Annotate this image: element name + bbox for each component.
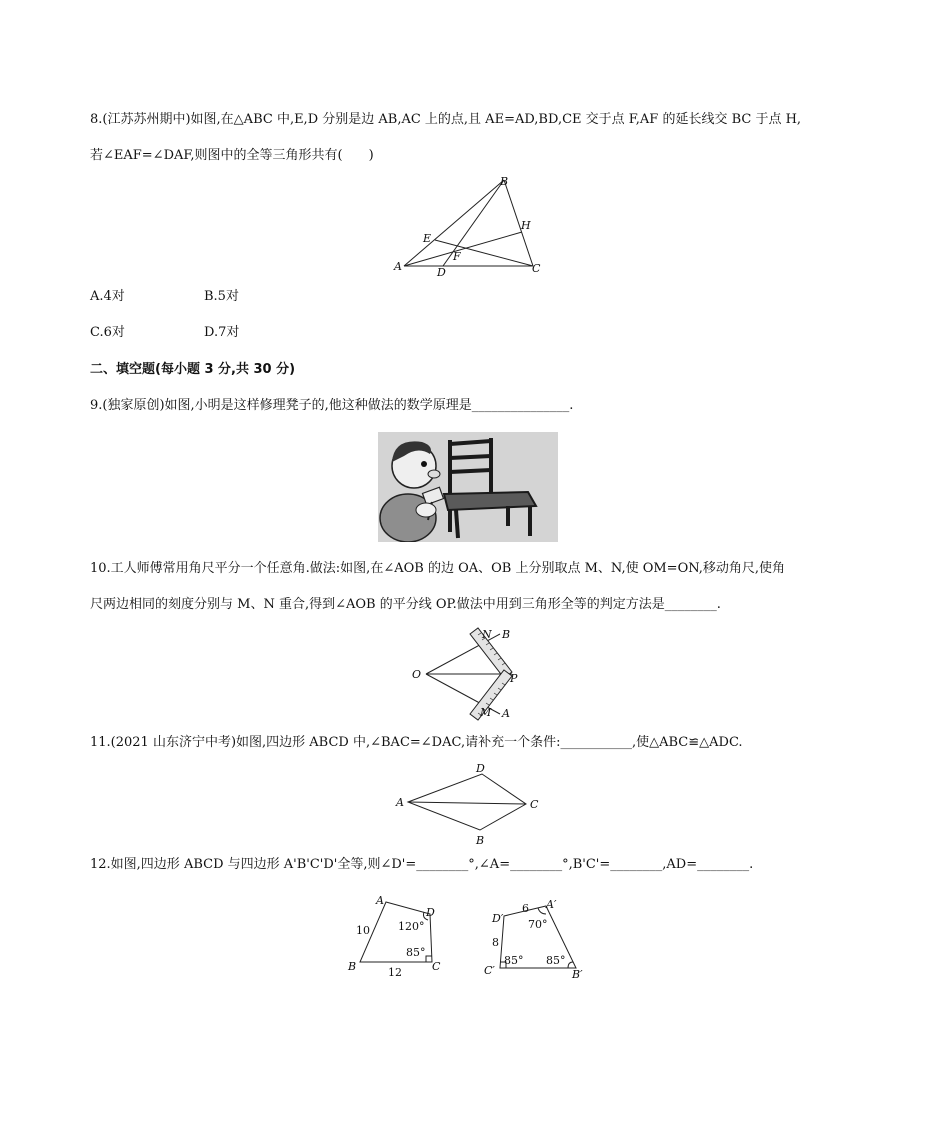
q12-left-label-c: C	[432, 960, 441, 973]
q10-label-n: N	[482, 628, 492, 641]
q10-line1: 10.工人师傅常用角尺平分一个任意角.做法:如图,在∠AOB 的边 OA、OB 上分别取点 M、N,使 OM=ON,移动角尺,使角	[90, 561, 786, 576]
q8-option-b: B.5对	[204, 289, 239, 304]
q8-label-a: A	[394, 260, 402, 273]
q11-label-a: A	[396, 796, 404, 809]
q8-option-c: C.6对	[90, 325, 125, 340]
q12-right-angle-a: 70°	[528, 918, 548, 931]
q8-triangle-figure	[390, 172, 550, 280]
q8-label-c: C	[532, 262, 541, 275]
q12-right-angle-b: 85°	[546, 954, 566, 967]
q12-left-angle-d: 120°	[398, 920, 425, 933]
q12-left-side-bc: 12	[388, 966, 402, 979]
q10-label-a: A	[502, 707, 510, 720]
q11-quadrilateral-figure	[390, 760, 550, 848]
q8-label-e: E	[423, 232, 432, 245]
q8-line1: 8.(江苏苏州期中)如图,在△ABC 中,E,D 分别是边 AB,AC 上的点,且 AE=AD,BD,CE 交于点 F,AF 的延长线交 BC 于点 H,	[90, 112, 802, 127]
q12-right-side-dc: 8	[492, 936, 499, 949]
q10-label-m: M	[480, 706, 492, 719]
q12-right-angle-c: 85°	[504, 954, 524, 967]
q8-label-b: B	[500, 175, 509, 188]
section-2-title: 二、填空题(每小题 3 分,共 30 分)	[90, 362, 296, 377]
q11-label-b: B	[476, 834, 485, 847]
q10-label-p: P	[510, 672, 518, 685]
q9-text: 9.(独家原创)如图,小明是这样修理凳子的,他这种做法的数学原理是_______________.	[90, 398, 574, 413]
q12-right-label-b: B′	[572, 968, 583, 981]
q12-right-side-da: 6	[522, 902, 529, 915]
q9-chair-repair-illustration	[378, 432, 558, 542]
q11-label-c: C	[530, 798, 539, 811]
q12-congruent-quadrilaterals-figure	[340, 888, 610, 984]
q10-label-b: B	[502, 628, 511, 641]
q12-left-label-b: B	[348, 960, 357, 973]
q10-angle-ruler-figure	[408, 626, 528, 722]
q10-line2: 尺两边相同的刻度分别与 M、N 重合,得到∠AOB 的平分线 OP.做法中用到三角形全等的判定方法是________.	[90, 597, 721, 612]
q11-label-d: D	[476, 762, 485, 775]
q12-left-label-d: D	[426, 906, 435, 919]
q8-option-d: D.7对	[204, 325, 240, 340]
q12-text: 12.如图,四边形 ABCD 与四边形 A'B'C'D'全等,则∠D'=________°,∠A=________°,B'C'=________,AD=________.	[90, 857, 754, 872]
q8-option-a: A.4对	[90, 289, 125, 304]
q12-right-label-a: A′	[546, 898, 557, 911]
q8-label-d: D	[437, 266, 446, 279]
q12-left-side-ab: 10	[356, 924, 370, 937]
q12-right-label-d: D′	[492, 912, 504, 925]
q12-left-angle-c: 85°	[406, 946, 426, 959]
q12-left-label-a: A	[376, 894, 384, 907]
q8-label-f: F	[453, 250, 461, 263]
q12-right-label-c: C′	[484, 964, 495, 977]
q8-line2: 若∠EAF=∠DAF,则图中的全等三角形共有( )	[90, 148, 374, 163]
q8-label-h: H	[521, 219, 531, 232]
q11-text: 11.(2021 山东济宁中考)如图,四边形 ABCD 中,∠BAC=∠DAC,请补充一个条件:___________,使△ABC≌△ADC.	[90, 735, 743, 750]
q10-label-o: O	[412, 668, 422, 681]
